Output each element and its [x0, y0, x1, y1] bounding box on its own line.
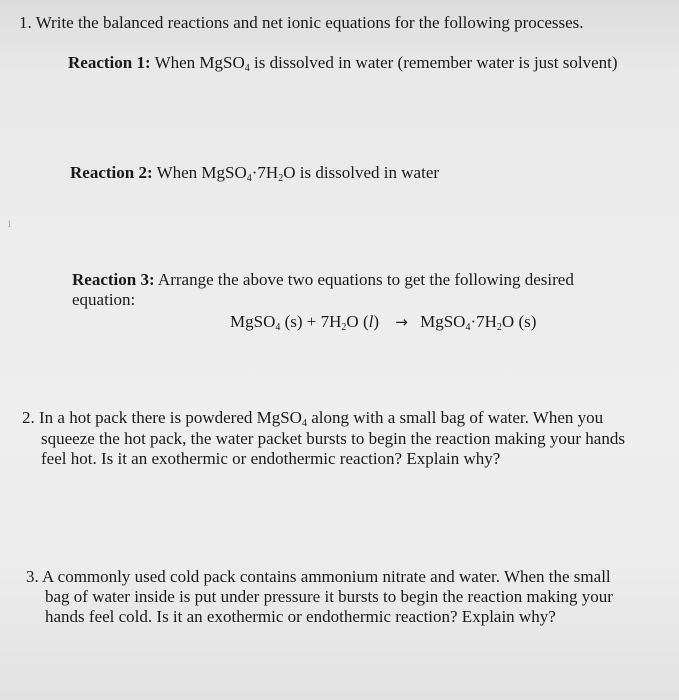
- question-3-line-1: 3. A commonly used cold pack contains ammonium nitrate and water. When the small: [26, 567, 611, 586]
- question-2-line-3: feel hot. Is it an exothermic or endothermic reaction? Explain why?: [41, 449, 501, 468]
- reaction-1: Reaction 1: When MgSO$_4$ is dissolved in water (remember water is just solvent): [68, 53, 618, 74]
- reaction-3-line-2: equation:: [72, 290, 136, 309]
- desired-equation: MgSO$_4$ $(s) + 7H_2O$ $(l) \to MgSO_4\cdot 7H_2O$ (s): [230, 312, 537, 333]
- question-1-prompt: 1. Write the balanced reactions and net ionic equations for the following processes.: [19, 13, 584, 32]
- reaction-3-label: Reaction 3:: [72, 270, 155, 289]
- reaction-2-label: Reaction 2:: [70, 163, 153, 182]
- reaction-arrow: →: [395, 313, 408, 331]
- margin-mark: 1: [7, 219, 12, 229]
- question-3-line-2: bag of water inside is put under pressure it bursts to begin the reaction making your: [45, 587, 613, 606]
- question-2-line-2: squeeze the hot pack, the water packet bursts to begin the reaction making your hands: [41, 429, 625, 448]
- reaction-1-label: Reaction 1:: [68, 53, 151, 72]
- question-3-line-3: hands feel cold. Is it an exothermic or endothermic reaction? Explain why?: [45, 607, 556, 626]
- question-2-line-1: 2. In a hot pack there is powdered MgSO$_4$ along with a small bag of water. When you: [22, 408, 604, 429]
- reaction-3-line-1: Reaction 3: Arrange the above two equations to get the following desired: [72, 270, 574, 289]
- reaction-2: Reaction 2: When $MgSO_4\cdot 7H_2O$ is dissolved in water: [70, 163, 440, 184]
